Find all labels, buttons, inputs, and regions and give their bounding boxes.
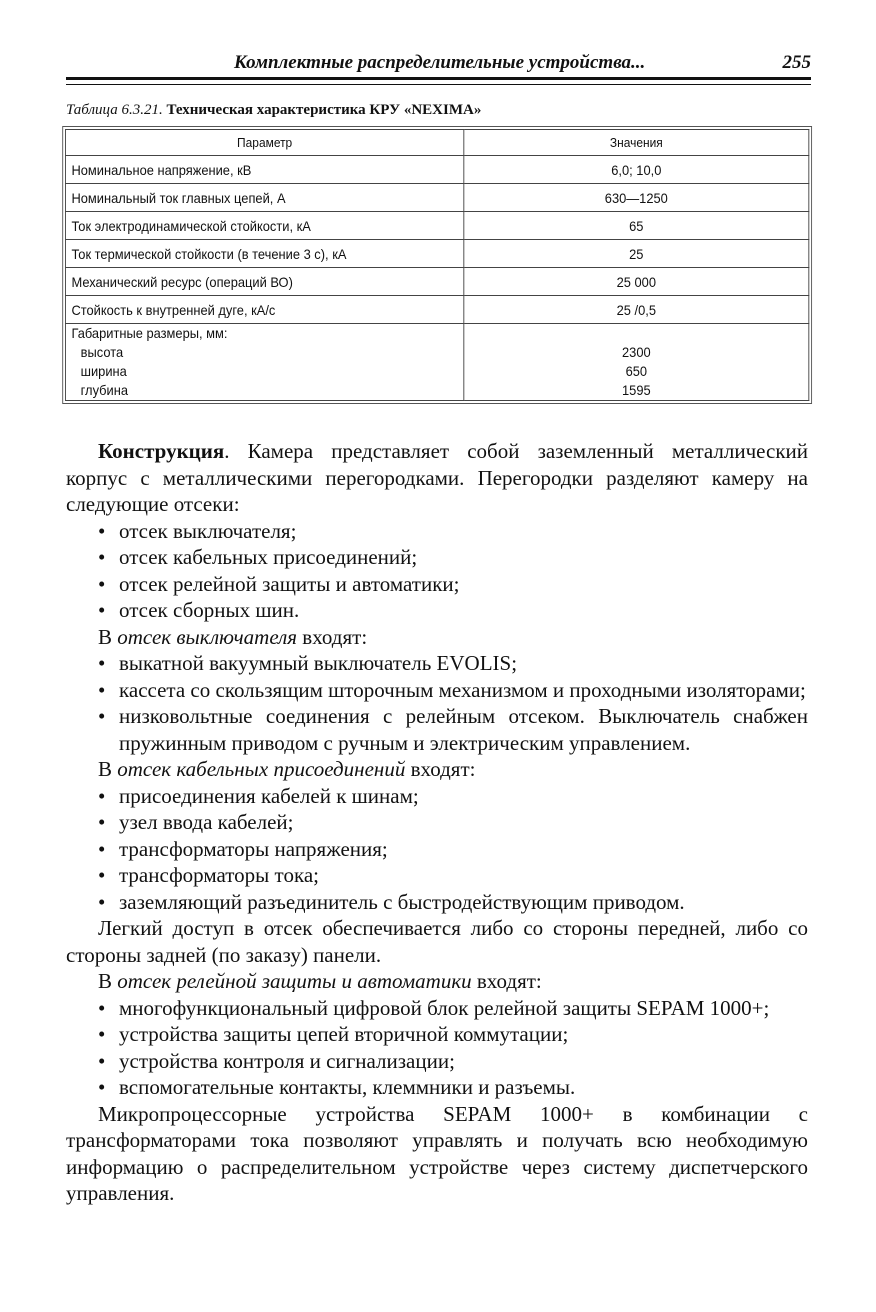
table-row [65, 268, 808, 296]
section-lead: Конструкция [98, 439, 225, 463]
cable-intro-pre: В [98, 757, 118, 781]
list-item: • узел ввода кабелей; [98, 809, 808, 836]
table-row [65, 184, 808, 212]
list-item: • трансформаторы тока; [98, 862, 808, 889]
page-number: 255 [782, 52, 811, 73]
spec-table [65, 129, 809, 401]
param-cell: Механический ресурс (операций ВО) [65, 268, 463, 296]
list-item: • присоединения кабелей к шинам; [98, 783, 808, 810]
list-item: • вспомогательные контакты, клеммники и разъемы. [98, 1074, 808, 1101]
breaker-intro-post: входят: [297, 624, 368, 649]
table-caption [66, 102, 481, 119]
cable-intro [66, 756, 808, 783]
column-header-parameter: Параметр [65, 130, 463, 156]
header-rule-thin [66, 84, 811, 85]
dimensions-value-cell [464, 324, 809, 401]
relay-intro [66, 968, 808, 995]
table-row [65, 156, 808, 184]
relay-intro-post: входят: [471, 969, 542, 993]
table-row [65, 212, 808, 240]
param-cell: Стойкость к внутренней дуге, кА/с [65, 296, 463, 324]
list-item: • трансформаторы напряжения; [98, 836, 808, 863]
list-item: • заземляющий разъединитель с быстродействующим приводом. [98, 889, 808, 916]
list-item: • многофункциональный цифровой блок релейной защиты SEPAM 1000+; [98, 995, 808, 1022]
running-head [66, 48, 811, 78]
dimension-height-label: высота [80, 344, 124, 360]
list-item: • отсек выключателя; [98, 518, 808, 545]
param-cell: Номинальный ток главных цепей, А [65, 184, 463, 212]
breaker-intro-pre: В [98, 624, 118, 649]
dimension-width-label: ширина [80, 363, 127, 379]
table-caption-prefix: Таблица 6.3.21. [66, 102, 163, 118]
value-cell: 25 /0,5 [464, 296, 809, 324]
list-item: • кассета со скользящим шторочным механизмом и проходными изоляторами; [98, 677, 808, 704]
body-text [66, 438, 808, 1207]
param-cell: Ток электродинамической стойкости, кА [65, 212, 463, 240]
table-caption-title: Техническая характеристика КРУ «NEXIMA» [166, 102, 482, 118]
list-item: • устройства защиты цепей вторичной коммутации; [98, 1021, 808, 1048]
compartments-list [66, 518, 808, 624]
relay-list [66, 995, 808, 1101]
running-title: Комплектные распределительные устройства... [234, 52, 646, 73]
list-item: • выкатной вакуумный выключатель EVOLIS; [98, 650, 808, 677]
breaker-intro-em: отсек выключателя [117, 624, 298, 649]
cable-intro-post: входят: [405, 757, 476, 781]
column-header-value: Значения [464, 130, 809, 156]
dimension-height-value: 2300 [621, 344, 651, 360]
value-cell: 6,0; 10,0 [464, 156, 809, 184]
list-item: • отсек сборных шин. [98, 597, 808, 624]
list-item: • низковольтные соединения с релейным отсеком. Выключатель снабжен пружинным приводом с ручным и электрическим управлением. [98, 703, 808, 756]
value-cell: 25 000 [464, 268, 809, 296]
value-cell: 630—1250 [464, 184, 809, 212]
param-cell: Ток термической стойкости (в течение 3 с), кА [65, 240, 463, 268]
list-item: • устройства контроля и сигнализации; [98, 1048, 808, 1075]
cable-list [66, 783, 808, 916]
table-row [65, 296, 808, 324]
dimension-depth-value: 1595 [621, 382, 651, 398]
list-item: • отсек кабельных присоединений; [98, 544, 808, 571]
value-cell: 65 [464, 212, 809, 240]
intro-text: . Камера представляет собой заземленный металлический корпус с металлическими перегородками. Перегородки разделяют камеру на следующие отсеки: [66, 439, 808, 516]
breaker-intro [66, 624, 808, 651]
value-cell: 25 [464, 240, 809, 268]
cable-intro-em: отсек кабельных присоединений [117, 757, 406, 781]
dimensions-label: Габаритные размеры, мм: [71, 325, 228, 341]
param-cell: Номинальное напряжение, кВ [65, 156, 463, 184]
relay-intro-em: отсек релейной защиты и автоматики [117, 969, 472, 993]
closing-paragraph: Микропроцессорные устройства SEPAM 1000+ в комбинации с трансформаторами тока позволяют управлять и получать всю необходимую информацию о распределительном устройстве через систему диспетчерского управления. [66, 1101, 808, 1205]
relay-intro-pre: В [98, 969, 118, 993]
dimensions-param-cell [65, 324, 463, 401]
table-header-row [65, 130, 808, 156]
access-paragraph: Легкий доступ в отсек обеспечивается либо со стороны передней, либо со стороны задней (по заказу) панели. [66, 916, 808, 967]
intro-paragraph [66, 438, 808, 518]
dimensions-row [65, 324, 808, 401]
dimension-depth-label: глубина [80, 382, 129, 398]
breaker-list [66, 650, 808, 756]
header-rule-thick [66, 77, 811, 80]
table-row [65, 240, 808, 268]
list-item: • отсек релейной защиты и автоматики; [98, 571, 808, 598]
dimension-width-value: 650 [625, 363, 648, 379]
